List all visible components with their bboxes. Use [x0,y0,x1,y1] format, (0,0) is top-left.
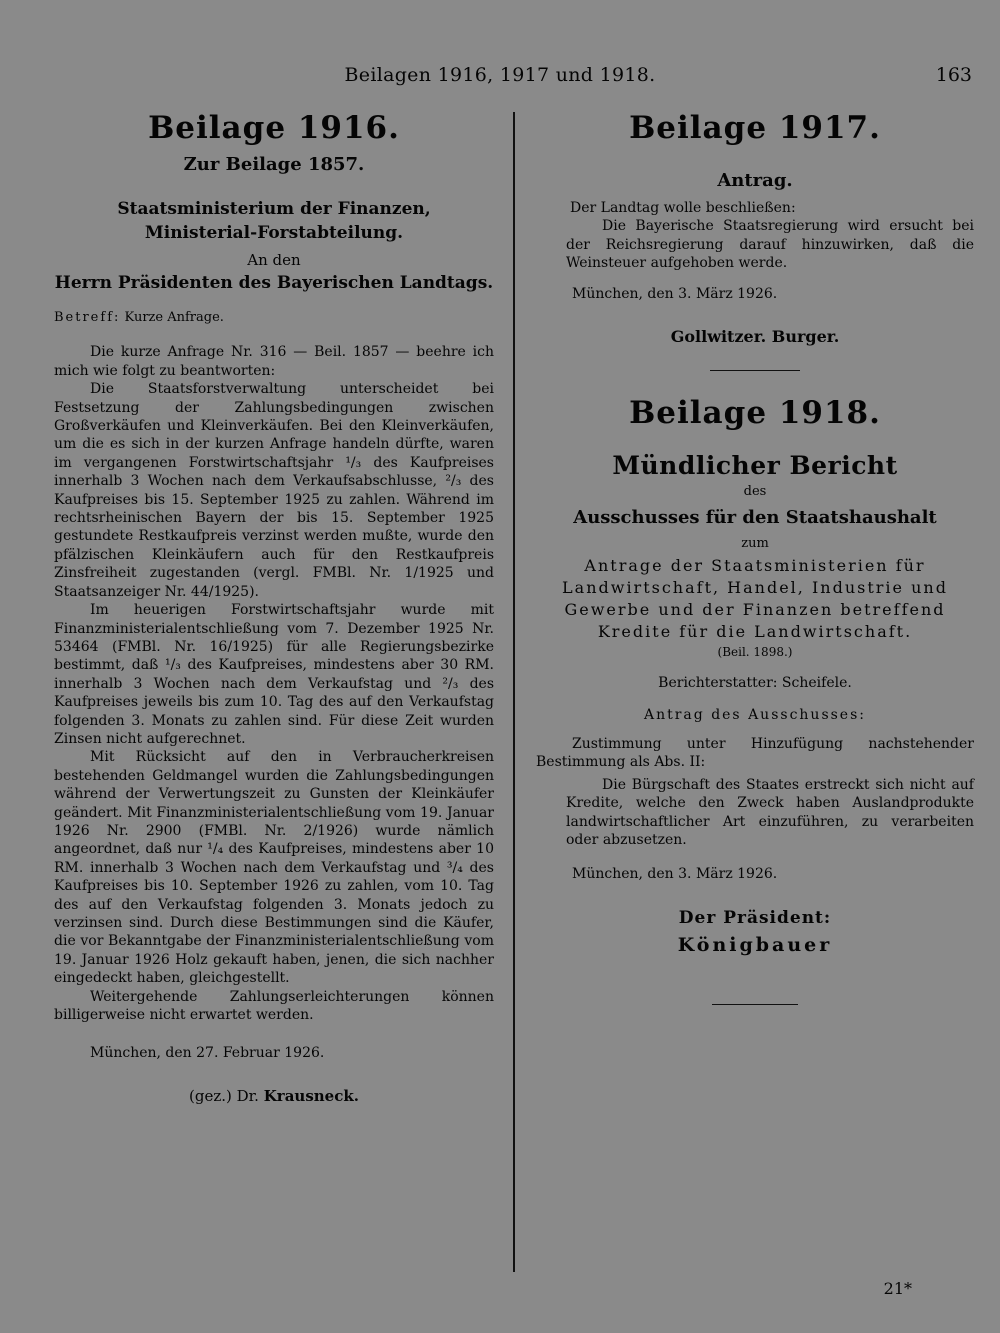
signature-name: Krausneck. [263,1086,359,1105]
betreff-text: Kurze Anfrage. [124,310,224,325]
right-column [536,110,974,1005]
ausschuss-line: Ausschusses für den Staatshaushalt [573,507,937,529]
betreff-label: Betreff: [54,310,121,325]
column-divider [513,112,515,1272]
beilage-1916-subtitle: Zur Beilage 1857. [183,154,365,175]
date-1918: München, den 3. März 1926. [572,866,778,883]
signature-mark: 21* [883,1279,912,1298]
buergschaft-text: Die Bürgschaft des Staates erstreckt sich nicht auf Kredite, welche den Zweck haben Auslandprodukte landwirtschaftlicher Art einzuführen, zu verarbeiten oder abzusetzen. [566,776,974,849]
paragraph-5: Weitergehende Zahlungserleichterungen können billigerweise nicht erwartet werden. [54,988,494,1024]
ministry-line-1: Staatsministerium der Finanzen, [117,199,431,219]
end-rule [712,1004,798,1005]
paragraph-1: Die kurze Anfrage Nr. 316 — Beil. 1857 — beehre ich mich wie folgt zu beantworten: [54,344,494,379]
signature-prefix: (gez.) Dr. [189,1086,259,1105]
berichterstatter: Berichterstatter: Scheifele. [658,675,852,692]
page-header [0,64,1000,92]
zum-line: zum [741,536,769,552]
antrag-intro: Der Landtag wolle beschließen: [570,200,796,216]
betreff [54,309,494,327]
bericht-title: Mündlicher Bericht [612,451,898,481]
ministry-line-2: Ministerial-Forstabteilung. [144,223,404,243]
signature-1916 [54,1087,494,1105]
praesident-label: Der Präsident: [678,907,832,928]
beilage-1916-title: Beilage 1916. [148,110,400,146]
running-title: Beilagen 1916, 1917 und 1918. [344,64,656,86]
to-line: An den [247,251,301,269]
date-1917: München, den 3. März 1926. [572,285,778,302]
paragraph-3: Im heuerigen Forstwirtschaftsjahr wurde mit Finanzministerialentschließung vom 7. Dezember 1925 Nr. 53464 (FMBl. Nr. 16/1925) für alle Regierungsbezirke bestimmt, daß ¹/₃ des Kaufpreises, mindestens aber 30 RM. innerhalb 3 Wochen nach dem Verkaufstag und ²/₃ des Kaufpreises jeweils bis zum 10. Tag des auf den Verkaufstag folgenden 3. Monats zu zahlen sind. Für diese Zeit wurden Zinsen nicht aufgerechnet. [54,602,494,747]
des-line: des [743,484,767,500]
beilage-1918-title: Beilage 1918. [629,395,881,432]
praesident-name: Königbauer [677,933,833,956]
beil-reference: (Beil. 1898.) [717,645,793,660]
zustimmung-text: Zustimmung unter Hinzufügung nachstehender Bestimmung als Abs. II: [536,736,974,771]
paragraph-4: Mit Rücksicht auf den in Verbraucherkreisen bestehenden Geldmangel wurden die Zahlungsbedingungen während der Verwertungszeit zu Gunsten der Kleinkäufer geändert. Mit Finanzministerialentschließung vom 19. Januar 1926 Nr. 2900 (FMBl. Nr. 2/1926) wurde nämlich angeordnet, daß nur ¹/₄ des Kaufpreises, mindestens aber 10 RM. innerhalb 3 Wochen nach dem Verkaufstag und ³/₄ des Kaufpreises bis 10. September 1926 zu zahlen, vom 10. Tag des auf den Verkaufstag folgenden 3. Monats jedoch zu verzinsen sind. Durch diese Bestimmungen sind die Käufer, die vor Bekanntgabe der Finanzministerialentschließung vom 19. Januar 1926 Holz gekauft haben, jenen, die sich nachher eingedeckt haben, gleichgestellt. [54,749,494,987]
antrag-text: Die Bayerische Staatsregierung wird ersucht bei der Reichsregierung darauf hinzuwirken, daß die Weinsteuer aufgehoben werde. [566,218,974,272]
antrag-heading: Antrag. [717,170,793,191]
page-number: 163 [935,64,972,86]
date-1916: München, den 27. Februar 1926. [90,1045,325,1062]
recipient: Herrn Präsidenten des Bayerischen Landtags. [54,273,494,293]
beilage-1917-title: Beilage 1917. [629,110,881,146]
antrag-des-ausschusses: Antrag des Ausschusses: [643,707,866,724]
signers-1917: Gollwitzer. Burger. [670,327,840,347]
paragraph-2: Die Staatsforstverwaltung unterscheidet bei Festsetzung der Zahlungsbedingungen zwischen Großverkäufen und Kleinverkäufen. Bei den Kleinverkäufen, um die es sich in der kurzen Anfrage handeln dürfte, waren im vergangenen Forstwirtschaftsjahr ¹/₃ des Kaufpreises innerhalb 3 Wochen nach dem Verkaufsabschlusse, ²/₃ des Kaufpreises bis 15. September 1925 zu zahlen. Während im rechtsrheinischen Bayern der bis 15. September 1925 gestundete Restkaufpreis verzinst werden mußte, wurde den pfälzischen Kleinkäufern auch für den Restkaufpreis Zinsfreiheit zugestanden (vergl. FMBl. Nr. 1/1925 und Staatsanzeiger Nr. 44/1925). [54,381,494,600]
left-column [54,110,494,1105]
antrag-subject: Antrage der Staatsministerien für Landwirtschaft, Handel, Industrie und Gewerbe und der Finanzen betreffend Kredite für die Landwirtschaft. [562,556,948,642]
